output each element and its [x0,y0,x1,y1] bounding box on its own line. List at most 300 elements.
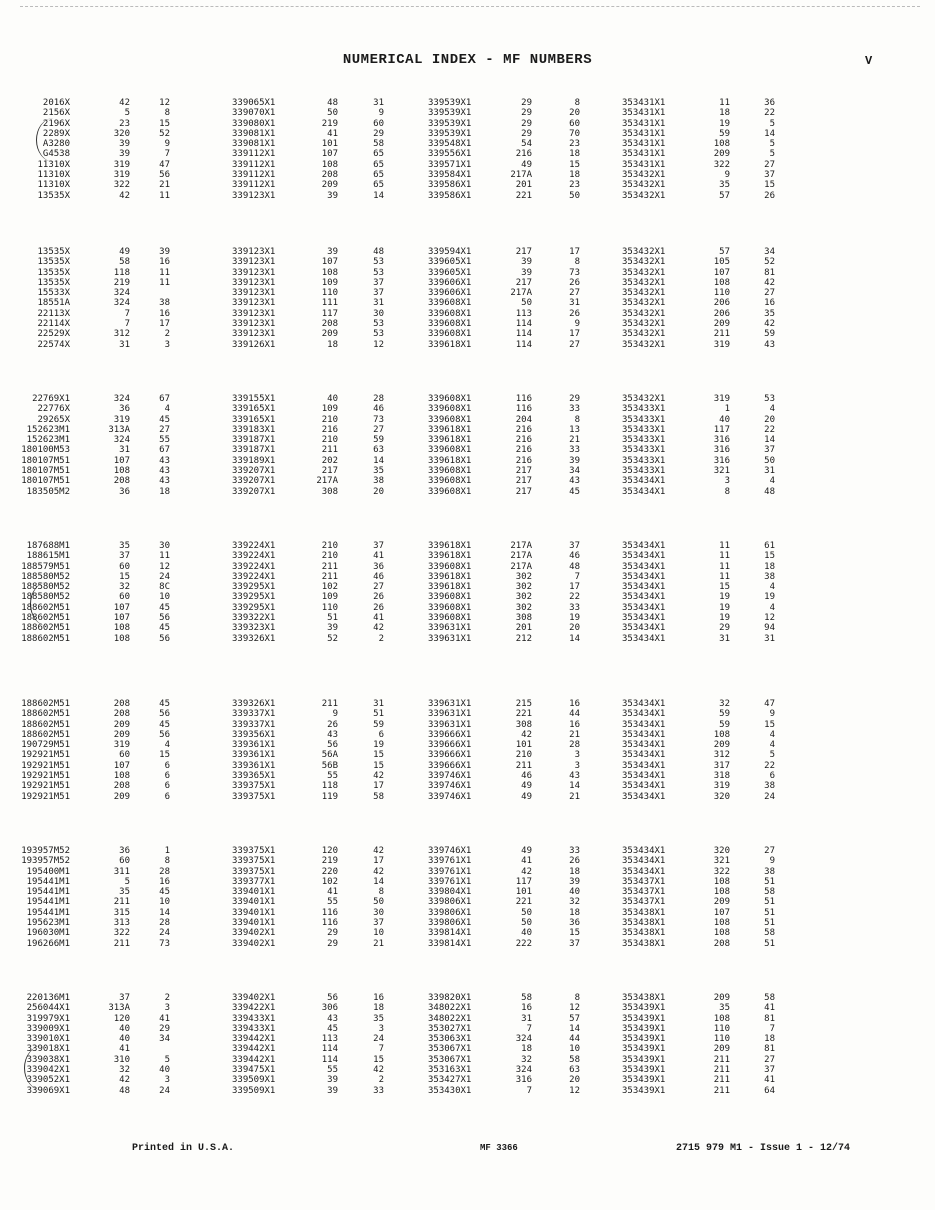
index-row [622,170,911,181]
mf-number: 22529X [37,329,70,340]
ref-b: 38 [159,298,170,309]
ref-a: 42 [521,866,532,877]
ref-b: 45 [159,699,170,709]
ref-a: 216 [515,435,532,446]
index-row [622,1075,911,1086]
ref-b: 30 [159,541,170,551]
ref-b: 37 [373,541,384,551]
mf-number: 13535X [37,247,70,257]
mf-number: 339608X1 [428,404,472,415]
index-row [232,128,523,139]
ref-b: 14 [373,190,384,201]
ref-b: 53 [373,329,384,340]
ref-a: 43 [327,1013,338,1024]
ref-b: 55 [159,435,170,446]
index-row [428,1003,717,1014]
ref-a: 37 [119,993,130,1003]
ref-b: 21 [373,938,384,949]
mf-number: 339401X1 [232,918,276,929]
ref-b: 6 [164,781,170,792]
ref-a: 209 [713,149,730,160]
ref-b: 34 [159,1034,170,1045]
mf-number: 188615M1 [26,551,70,562]
mf-number: A3280 [42,139,70,150]
ref-b: 58 [373,791,384,802]
mf-number: 339814X1 [428,928,472,939]
ref-a: 322 [113,928,130,939]
index-row [622,139,911,150]
index-block [232,993,523,1096]
ref-b: 58 [569,1054,580,1065]
index-row [622,257,911,268]
mf-number: 339820X1 [428,993,472,1003]
index-row [42,98,325,108]
index-row [428,561,717,572]
index-row [232,887,523,898]
ref-b: 8 [164,108,170,119]
ref-a: 321 [713,856,730,867]
ref-a: 313 [113,918,130,929]
index-row [232,277,523,288]
ref-a: 110 [713,1023,730,1034]
mf-number: 353067X1 [428,1044,472,1055]
ref-b: 51 [764,897,775,908]
index-row [232,108,523,119]
ref-a: 41 [327,887,338,898]
mf-number: 353433X1 [622,404,666,415]
ref-a: 322 [713,159,730,170]
index-row [37,319,325,330]
ref-b: 45 [159,719,170,730]
mf-number: 353434X1 [622,771,666,782]
ref-a: 220 [321,866,338,877]
index-row [232,907,523,918]
mf-number: 353439X1 [622,1034,666,1045]
ref-a: 109 [321,404,338,415]
ref-a: 48 [327,98,338,108]
mf-number: 353434X1 [622,571,666,582]
ref-b: 47 [764,699,775,709]
mf-number: 256044X1 [26,1003,70,1014]
mf-number: 353432X1 [622,329,666,340]
index-row [37,170,325,181]
index-row [428,907,717,918]
ref-a: 114 [515,329,532,340]
ref-a: 211 [321,571,338,582]
ref-a: 15 [719,582,730,593]
ref-b: 9 [378,108,384,119]
ref-b: 3 [164,1003,170,1014]
mf-number: 339402X1 [232,928,276,939]
ref-b: 56 [159,709,170,720]
ref-a: 45 [327,1023,338,1034]
index-row [37,298,325,309]
ref-b: 27 [373,424,384,435]
mf-number: 188602M51 [21,633,70,644]
ref-b: 20 [569,108,580,119]
ref-a: 31 [521,1013,532,1024]
index-row [428,571,717,582]
index-row [26,918,325,929]
mf-number: 353439X1 [622,1023,666,1034]
ref-a: 15 [119,571,130,582]
ref-b: 6 [164,791,170,802]
index-block [37,98,325,201]
index-row [622,1054,911,1065]
mf-number: 195441M1 [26,897,70,908]
index-row [232,781,523,792]
mf-number: 339081X1 [232,128,276,139]
mf-number: 353063X1 [428,1034,472,1045]
ref-b: 37 [764,445,775,456]
mf-number: 339608X1 [428,466,472,477]
index-row [428,308,717,319]
ref-b: 41 [373,551,384,562]
ref-a: 108 [713,729,730,740]
ref-a: 308 [321,486,338,497]
mf-number: 339123X1 [232,267,276,278]
ref-b: 63 [569,1065,580,1076]
ref-b: 52 [764,257,775,268]
mf-number: 353434X1 [622,613,666,624]
ref-a: 56A [321,750,338,761]
index-row [42,149,325,160]
ref-b: 47 [159,159,170,170]
ref-a: 108 [113,633,130,644]
index-row [232,455,523,466]
index-block [622,247,911,350]
mf-number: 339804X1 [428,887,472,898]
ref-a: 216 [321,424,338,435]
ref-a: 39 [327,190,338,201]
mf-number: 339618X1 [428,571,472,582]
index-row [428,414,717,425]
mf-number: 339586X1 [428,190,472,201]
ref-a: 116 [515,394,532,404]
ref-a: 7 [124,319,130,330]
ref-b: 42 [373,846,384,856]
ref-a: 114 [515,339,532,350]
ref-a: 108 [713,876,730,887]
mf-number: 353432X1 [622,394,666,404]
index-row [428,582,717,593]
page-title: NUMERICAL INDEX - MF NUMBERS [342,52,593,68]
ref-b: 33 [569,404,580,415]
mf-number: 11310X [37,170,70,181]
ref-b: 65 [373,159,384,170]
ref-b: 14 [569,781,580,792]
ref-a: 42 [521,729,532,740]
index-row [622,551,911,562]
index-row [232,414,523,425]
ref-a: 110 [713,1034,730,1045]
mf-number: 339189X1 [232,455,276,466]
mf-number: 339608X1 [428,602,472,613]
index-row [21,750,325,761]
mf-number: 339605X1 [428,257,472,268]
index-row [428,1034,717,1045]
ref-b: 20 [569,1075,580,1086]
ref-a: 39 [119,139,130,150]
ref-a: 313A [108,424,130,435]
mf-number: 339112X1 [232,149,276,160]
index-row [232,149,523,160]
mf-number: 339608X1 [428,308,472,319]
index-row [428,1075,717,1086]
mf-number: 180107M51 [21,455,70,466]
ref-a: 324 [515,1034,532,1045]
index-row [622,938,911,949]
ref-b: 17 [159,319,170,330]
ref-a: 39 [327,623,338,634]
ref-a: 36 [119,404,130,415]
ref-b: 7 [378,1044,384,1055]
ref-a: 18 [327,339,338,350]
ref-b: 59 [373,719,384,730]
mf-number: 339155X1 [232,394,276,404]
index-row [232,897,523,908]
mf-number: 353432X1 [622,339,666,350]
ref-a: 29 [719,623,730,634]
mf-number: 353434X1 [622,846,666,856]
ref-b: 8 [574,993,580,1003]
index-row [232,180,523,191]
ref-a: 40 [119,1034,130,1045]
mf-number: 353432X1 [622,319,666,330]
mf-number: 195441M1 [26,907,70,918]
ref-b: 9 [574,319,580,330]
mf-number: 353434X1 [622,476,666,487]
ref-b: 5 [769,139,775,150]
ref-b: 18 [569,170,580,181]
ref-a: 209 [713,1044,730,1055]
ref-a: 7 [526,1085,532,1096]
index-block [428,394,717,497]
mf-number: 339081X1 [232,139,276,150]
ref-b: 15 [569,159,580,170]
ref-a: 322 [713,866,730,877]
mf-number: 339224X1 [232,551,276,562]
mf-number: 188580M52 [21,582,70,593]
index-row [622,613,911,624]
index-row [21,699,325,709]
ref-b: 2 [164,993,170,1003]
mf-number: 353431X1 [622,159,666,170]
mf-number: 339556X1 [428,149,472,160]
ref-a: 211 [713,329,730,340]
ref-b: 11 [159,277,170,288]
mf-number: 353438X1 [622,938,666,949]
mf-number: 353432X1 [622,288,666,299]
ref-a: 319 [713,339,730,350]
ref-b: 14 [159,907,170,918]
ref-a: 9 [724,170,730,181]
ref-b: 8 [574,257,580,268]
ref-a: 217A [510,561,532,572]
mf-number: 319979X1 [26,1013,70,1024]
mf-number: 339123X1 [232,319,276,330]
index-row [21,561,325,572]
ref-b: 43 [159,455,170,466]
ref-a: 202 [321,455,338,466]
ref-a: 108 [713,277,730,288]
ref-b: 28 [373,394,384,404]
index-row [428,623,717,634]
ref-a: 219 [321,118,338,129]
mf-number: 188580M52 [21,571,70,582]
ref-a: 40 [327,394,338,404]
mf-number: 339761X1 [428,856,472,867]
index-row [26,1023,325,1034]
ref-b: 30 [373,308,384,319]
index-row [428,760,717,771]
ref-b: 23 [569,180,580,191]
ref-b: 67 [159,394,170,404]
index-row [232,267,523,278]
ref-a: 319 [713,394,730,404]
ref-b: 45 [159,623,170,634]
mf-number: 339038X1 [26,1054,70,1065]
mf-number: 353432X1 [622,257,666,268]
ref-a: 319 [113,159,130,170]
ref-b: 4 [164,740,170,751]
ref-a: 19 [719,613,730,624]
index-row [42,108,325,119]
mf-number: 2196X [42,118,70,129]
ref-a: 211 [713,1075,730,1086]
index-row [232,561,523,572]
ref-a: 117 [321,308,338,319]
index-row [428,1054,717,1065]
index-row [428,319,717,330]
ref-b: 18 [159,486,170,497]
index-row [428,445,717,456]
index-row [232,288,523,299]
index-row [26,1003,325,1014]
ref-b: 51 [373,709,384,720]
index-row [428,856,717,867]
ref-a: 57 [719,247,730,257]
index-row [428,633,717,644]
ref-b: 4 [769,404,775,415]
index-row [232,329,523,340]
ref-b: 3 [164,339,170,350]
footer-issue: 2715 979 M1 - Issue 1 - 12/74 [676,1143,851,1154]
ref-b: 38 [764,571,775,582]
index-row [622,791,911,802]
ref-a: 29 [521,98,532,108]
ref-a: 209 [713,740,730,751]
index-row [21,476,325,487]
mf-number: 339584X1 [428,170,472,181]
ref-a: 316 [713,455,730,466]
index-block [26,993,325,1096]
ref-a: 110 [713,288,730,299]
ref-a: 120 [113,1013,130,1024]
ref-b: 41 [764,1075,775,1086]
mf-number: 339165X1 [232,414,276,425]
ref-b: 50 [569,190,580,201]
mf-number: 353431X1 [622,118,666,129]
index-row [232,791,523,802]
ref-b: 40 [159,1065,170,1076]
ref-b: 5 [164,1054,170,1065]
index-row [622,592,911,603]
ref-b: 12 [764,613,775,624]
ref-b: 17 [569,329,580,340]
scan-edge-line [20,6,920,7]
ref-a: 117 [515,876,532,887]
ref-a: 206 [713,298,730,309]
ref-a: 306 [321,1003,338,1014]
ref-b: 56 [159,729,170,740]
index-row [428,486,717,497]
ref-b: 5 [769,149,775,160]
index-row [428,781,717,792]
mf-number: 348022X1 [428,1003,472,1014]
index-block [232,541,523,644]
index-row [428,1013,717,1024]
index-row [232,466,523,477]
ref-a: 107 [321,257,338,268]
ref-a: 18 [719,108,730,119]
index-row [622,118,911,129]
mf-number: 339018X1 [26,1044,70,1055]
ref-a: 101 [515,740,532,751]
ref-b: 30 [373,907,384,918]
index-row [232,445,523,456]
mf-number: 353434X1 [622,781,666,792]
ref-b: 8 [574,98,580,108]
ref-b: 17 [373,781,384,792]
ref-a: 57 [719,190,730,201]
ref-b: 29 [569,394,580,404]
index-row [26,938,325,949]
ref-b: 9 [164,139,170,150]
ref-b: 42 [373,771,384,782]
ref-a: 31 [119,339,130,350]
ref-a: 119 [321,791,338,802]
index-row [622,582,911,593]
index-row [232,1003,523,1014]
ref-a: 50 [521,918,532,929]
ref-b: 34 [569,466,580,477]
index-row [622,128,911,139]
ref-a: 102 [321,876,338,887]
mf-number: 339183X1 [232,424,276,435]
index-row [232,551,523,562]
index-row [232,750,523,761]
index-row [26,907,325,918]
ref-b: 81 [764,267,775,278]
index-row [232,866,523,877]
index-row [232,1023,523,1034]
ref-b: 16 [159,257,170,268]
index-row [622,740,911,751]
mf-number: 353437X1 [622,887,666,898]
ref-b: 15 [373,1054,384,1065]
ref-a: 29 [327,928,338,939]
page-number: V [865,54,873,68]
ref-b: 41 [373,613,384,624]
index-row [428,1044,717,1055]
ref-b: 15 [764,551,775,562]
index-row [428,394,717,404]
ref-b: 11 [159,190,170,201]
footer-form-number: MF 3366 [480,1143,518,1153]
index-row [21,729,325,740]
ref-b: 26 [764,190,775,201]
